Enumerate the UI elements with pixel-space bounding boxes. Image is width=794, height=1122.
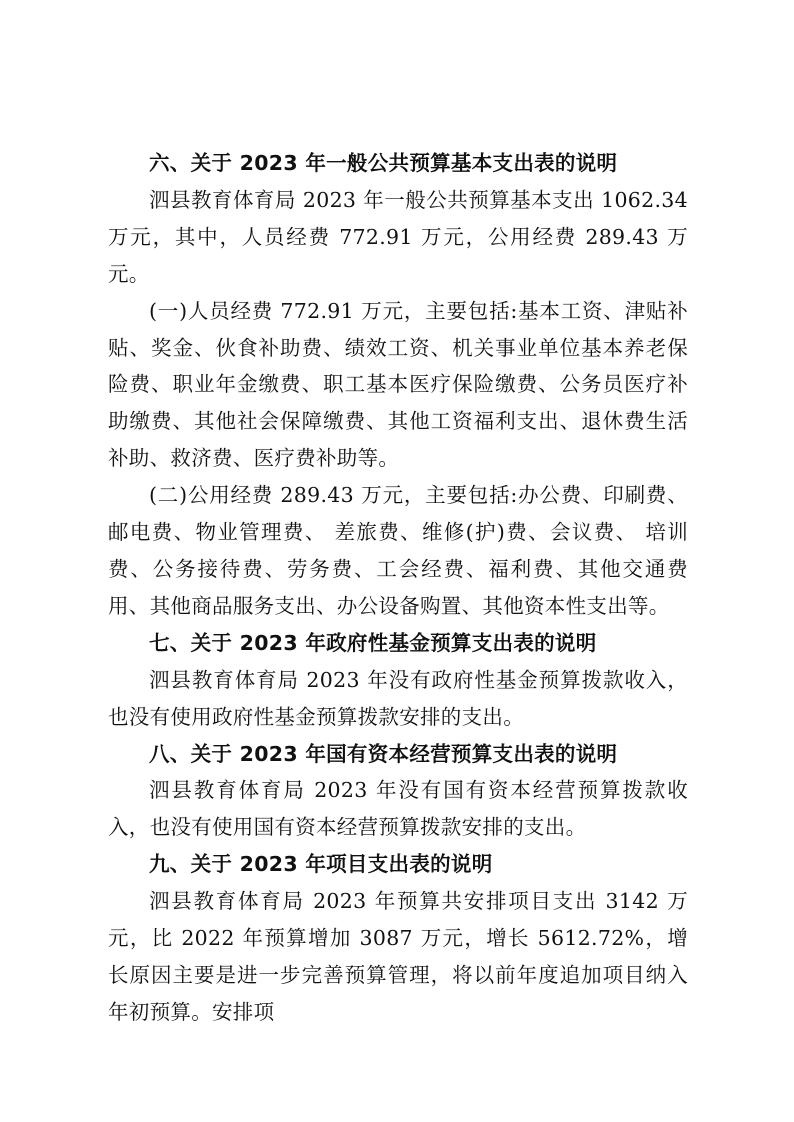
section-8-body: 泗县教育体育局 2023 年没有国有资本经营预算拨款收入，也没有使用国有资本经营预算拨款安排的支出。: [108, 778, 688, 840]
document-body: [108, 145, 688, 1031]
section-7-heading: 七、关于 2023 年政府性基金预算支出表的说明: [149, 630, 597, 655]
section-6-personnel-expenses: (一)人员经费 772.91 万元，主要包括:基本工资、津贴补贴、奖金、伙食补助费、绩效工资、机关事业单位基本养老保险费、职业年金缴费、职工基本医疗保险缴费、公务员医疗补助缴费、其他社会保障缴费、其他工资福利支出、退休费生活补助、救济费、医疗费补助等。: [108, 298, 688, 471]
section-6-summary: 泗县教育体育局 2023 年一般公共预算基本支出 1062.34 万元，其中，人员经费 772.91 万元，公用经费 289.43 万元。: [108, 187, 688, 286]
section-8-heading: 八、关于 2023 年国有资本经营预算支出表的说明: [149, 741, 618, 766]
section-9-body: 泗县教育体育局 2023 年预算共安排项目支出 3142 万元，比 2022 年预算增加 3087 万元，增长 5612.72%，增长原因主要是进一步完善预算管理，将以前年度追加项目纳入年初预算。安排项: [108, 889, 688, 1024]
section-7-body: 泗县教育体育局 2023 年没有政府性基金预算拨款收入，也没有使用政府性基金预算拨款安排的支出。: [108, 667, 688, 729]
section-9-heading: 九、关于 2023 年项目支出表的说明: [149, 852, 493, 877]
section-6-public-expenses: (二)公用经费 289.43 万元，主要包括:办公费、印刷费、邮电费、物业管理费、 差旅费、维修(护)费、会议费、 培训费、公务接待费、劳务费、工会经费、福利费、其他交通费用、其他商品服务支出、办公设备购置、其他资本性支出等。: [108, 483, 688, 618]
section-6-heading: 六、关于 2023 年一般公共预算基本支出表的说明: [149, 151, 618, 175]
